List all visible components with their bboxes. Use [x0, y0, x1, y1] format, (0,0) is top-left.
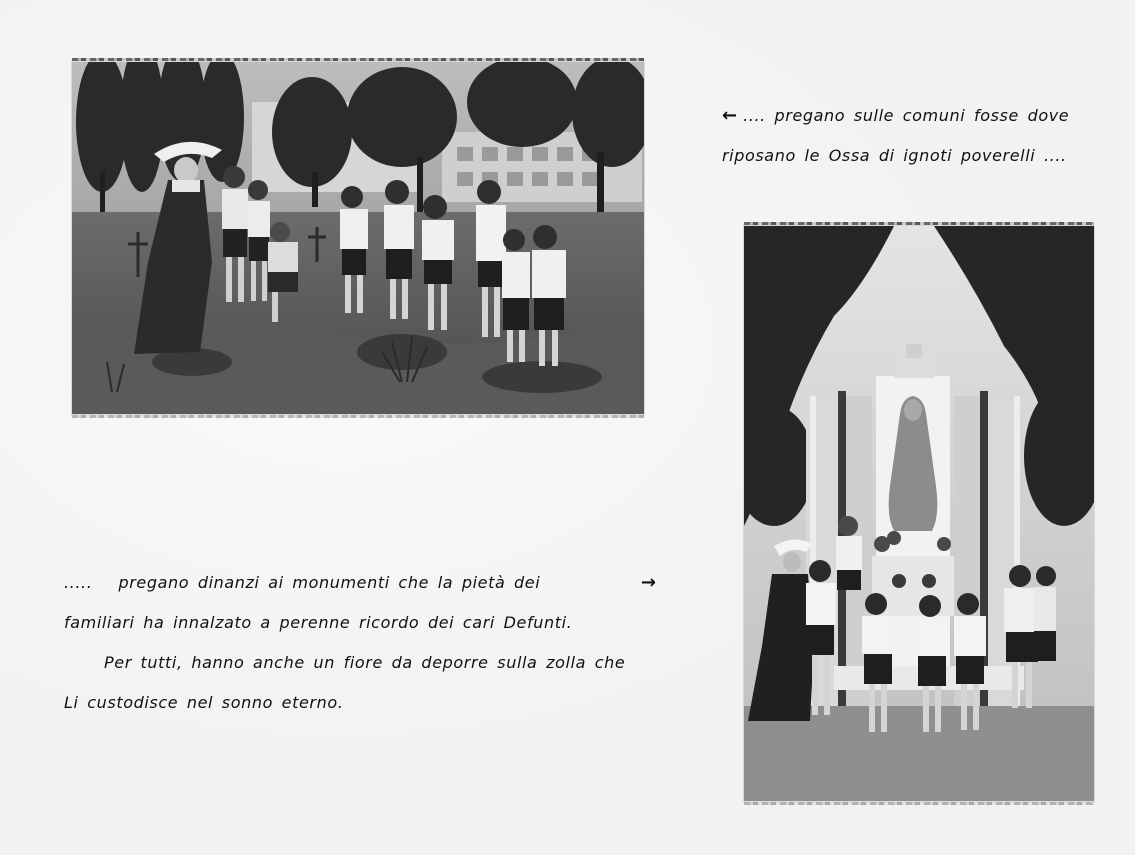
caption-left-line-3: Per tutti, hanno anche un fiore da deporre sulla zolla che: [104, 653, 626, 672]
caption-right-line-1: .... pregano sulle comuni fosse dove: [743, 106, 1070, 125]
arrow-left-icon: ←: [722, 105, 736, 126]
caption-left-line-2: familiari ha innalzato a perenne ricordo dei cari Defunti.: [64, 613, 573, 632]
photograph-madonna-monument-icon: [744, 226, 1094, 801]
caption-left-line-1: ..... pregano dinanzi ai monumenti che la pietà dei: [64, 573, 541, 592]
caption-left-line-4: Li custodisce nel sonno eterno.: [64, 693, 344, 712]
photo-children-at-monument: [744, 226, 1094, 801]
arrow-right-icon: →: [640, 572, 654, 593]
photograph-nun-and-children-icon: [72, 62, 644, 414]
caption-monuments: [64, 563, 654, 723]
photo-children-praying-at-graves: [72, 62, 644, 414]
caption-common-graves: [722, 96, 1102, 176]
caption-right-line-2: riposano le Ossa di ignoti poverelli ....: [722, 146, 1067, 165]
